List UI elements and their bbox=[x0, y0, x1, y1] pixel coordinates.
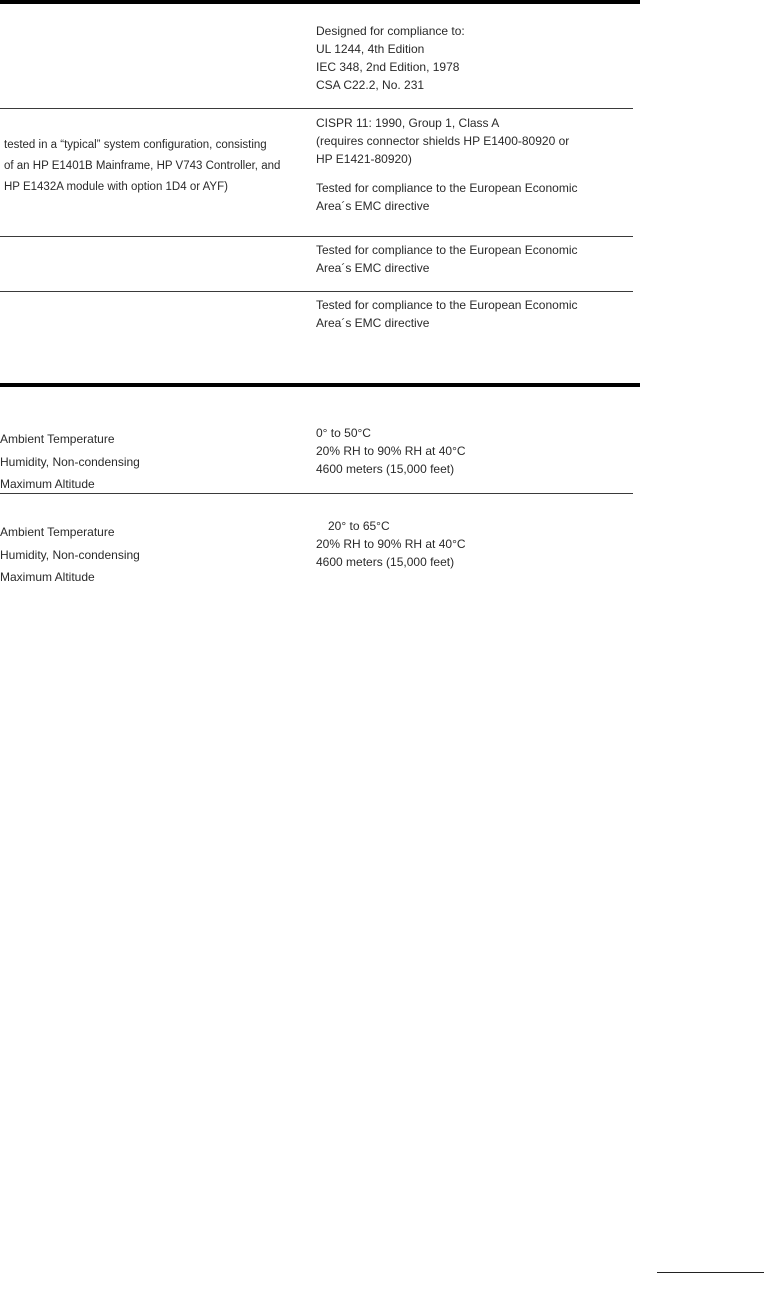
safety-line: IEC 348, 2nd Edition, 1978 bbox=[316, 60, 460, 74]
env-label: Humidity, Non-condensing bbox=[0, 454, 140, 469]
emissions-standards bbox=[316, 114, 577, 215]
safety-line: CSA C22.2, No. 231 bbox=[316, 78, 425, 92]
operating-labels bbox=[0, 428, 140, 496]
env-value: 20° to 65°C bbox=[328, 519, 390, 533]
emissions-line: CISPR 11: 1990, Group 1, Class A bbox=[316, 116, 500, 130]
emissions-directive-line: Area´s EMC directive bbox=[316, 199, 430, 213]
env-value: 20% RH to 90% RH at 40°C bbox=[316, 444, 466, 458]
safety-line: Designed for compliance to: bbox=[316, 24, 465, 38]
directive-line: Tested for compliance to the European Economic bbox=[316, 298, 578, 312]
top-rule bbox=[0, 0, 640, 4]
storage-values bbox=[316, 517, 466, 571]
env-label: Maximum Altitude bbox=[0, 570, 95, 584]
operating-values bbox=[316, 424, 466, 478]
env-value: 4600 meters (15,000 feet) bbox=[316, 555, 455, 569]
directive-row-4 bbox=[316, 296, 577, 332]
row-divider bbox=[0, 108, 633, 109]
directive-line: Area´s EMC directive bbox=[316, 261, 430, 275]
storage-labels bbox=[0, 521, 140, 589]
env-label: Ambient Temperature bbox=[0, 525, 115, 539]
env-label: Maximum Altitude bbox=[0, 477, 95, 491]
condition-line: HP E1432A module with option 1D4 or AYF) bbox=[4, 181, 228, 193]
env-label: Ambient Temperature bbox=[0, 432, 115, 446]
emissions-line: HP E1421-80920) bbox=[316, 152, 412, 166]
condition-line: of an HP E1401B Mainframe, HP V743 Controller, and bbox=[4, 160, 281, 172]
row-divider bbox=[0, 236, 633, 237]
env-value: 20% RH to 90% RH at 40°C bbox=[316, 537, 466, 551]
row-divider bbox=[0, 493, 633, 494]
footer-rule bbox=[657, 1272, 764, 1273]
env-value: 0° to 50°C bbox=[316, 426, 371, 440]
emissions-test-condition bbox=[4, 135, 280, 198]
emissions-line: (requires connector shields HP E1400-80920 or bbox=[316, 134, 570, 148]
condition-line: tested in a “typical” system configuration, consisting bbox=[4, 139, 267, 151]
directive-line: Tested for compliance to the European Economic bbox=[316, 243, 578, 257]
directive-row-3 bbox=[316, 241, 577, 277]
section-rule bbox=[0, 383, 640, 387]
env-label: Humidity, Non-condensing bbox=[0, 547, 140, 562]
emissions-directive-line: Tested for compliance to the European Economic bbox=[316, 181, 578, 195]
row-divider bbox=[0, 291, 633, 292]
safety-line: UL 1244, 4th Edition bbox=[316, 42, 425, 56]
env-value: 4600 meters (15,000 feet) bbox=[316, 462, 455, 476]
safety-standards bbox=[316, 22, 465, 94]
directive-line: Area´s EMC directive bbox=[316, 316, 430, 330]
